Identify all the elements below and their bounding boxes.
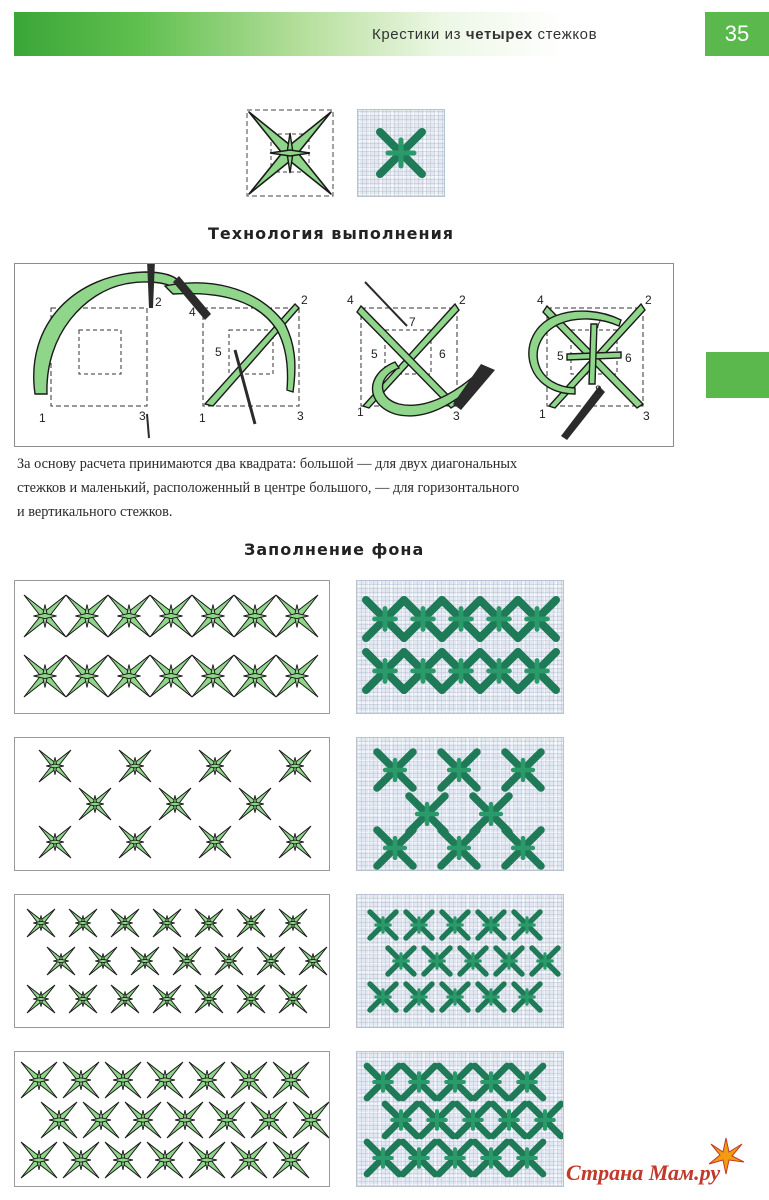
stitched-cross [404, 652, 442, 690]
cross-stitch-motif [231, 1142, 267, 1178]
cross-stitch-motif [111, 909, 139, 937]
cross-stitch-motif [119, 826, 151, 858]
stitched-cross [439, 1142, 471, 1174]
cross-stitch-photo [357, 109, 445, 197]
svg-text:1: 1 [39, 411, 46, 425]
cross-stitch-motif [21, 1142, 57, 1178]
stitched-cross [532, 948, 558, 974]
svg-text:4: 4 [537, 293, 544, 307]
stitched-cross [480, 652, 518, 690]
cross-stitch-motif [39, 826, 71, 858]
cross-stitch-motif [147, 1142, 183, 1178]
stitched-cross [442, 652, 480, 690]
technology-heading: Технология выполнения [208, 224, 455, 243]
stitched-cross [493, 1104, 525, 1136]
cross-stitch-motif [199, 750, 231, 782]
stitched-cross [496, 948, 522, 974]
step-1-diagram [34, 264, 180, 438]
cross-stitch-motif [105, 1142, 141, 1178]
stitched-cross [480, 600, 518, 638]
cross-stitch-motif [293, 1102, 329, 1138]
cross-stitch-motif [150, 655, 192, 697]
cross-stitch-motif [189, 1142, 225, 1178]
cross-stitch-motif [89, 947, 117, 975]
svg-text:3: 3 [643, 409, 650, 423]
stitched-cross [406, 984, 432, 1010]
cross-stitch-motif [66, 655, 108, 697]
cross-stitch-motif [125, 1102, 161, 1138]
stitched-cross [441, 830, 477, 866]
fill-pattern-diagram-1 [14, 580, 330, 714]
stitched-cross [403, 1142, 435, 1174]
description-text: За основу расчета принимаются два квадрата: большой — для двух диагональных стежков и маленький, расположенный в центре большого, — для горизонтального и вертикального стежков. [17, 456, 520, 520]
svg-text:1: 1 [539, 407, 546, 421]
stitched-cross [518, 652, 556, 690]
cross-stitch-motif [27, 985, 55, 1013]
step-2-diagram [165, 276, 308, 425]
cross-stitch-motif [153, 909, 181, 937]
fill-pattern-photo-1 [356, 580, 564, 714]
cross-stitch-motif [63, 1062, 99, 1098]
stitched-cross [475, 1142, 507, 1174]
watermark-text: Страна Мам.ру [566, 1160, 721, 1185]
svg-text:5: 5 [371, 347, 378, 361]
cross-stitch-motif [147, 1062, 183, 1098]
cross-stitch-motif [237, 909, 265, 937]
stitched-cross [514, 912, 540, 938]
cross-stitch-motif [195, 985, 223, 1013]
svg-text:1: 1 [357, 405, 364, 419]
cross-stitch-motif [24, 655, 66, 697]
svg-text:3: 3 [297, 409, 304, 423]
cross-stitch-motif [239, 788, 271, 820]
fill-heading: Заполнение фона [244, 540, 425, 559]
cross-stitch-motif [215, 947, 243, 975]
svg-text:4: 4 [189, 305, 196, 319]
cross-stitch-motif [119, 750, 151, 782]
stitched-cross [377, 830, 413, 866]
cross-stitch-motif [276, 595, 318, 637]
cross-stitch-motif [79, 788, 111, 820]
svg-text:8: 8 [595, 383, 602, 397]
stitched-cross [439, 1066, 471, 1098]
cross-stitch-motif [63, 1142, 99, 1178]
cross-stitch-motif [69, 985, 97, 1013]
cross-stitch-motif [159, 788, 191, 820]
cross-stitch-motif [279, 750, 311, 782]
stitched-cross [478, 912, 504, 938]
svg-text:3: 3 [139, 409, 146, 423]
stitched-cross [460, 948, 486, 974]
page-header-title: Крестики из четырех стежков [372, 26, 598, 43]
svg-text:2: 2 [155, 295, 162, 309]
stitched-cross [514, 984, 540, 1010]
stitched-cross [441, 752, 477, 788]
stitched-cross [377, 752, 413, 788]
fill-pattern-photo-3 [356, 894, 564, 1028]
step-4-diagram [529, 293, 652, 440]
cross-stitch-motif [105, 1062, 141, 1098]
stitched-cross [370, 912, 396, 938]
cross-stitch-motif [167, 1102, 203, 1138]
cross-stitch-motif [276, 655, 318, 697]
stitched-cross [404, 600, 442, 638]
cross-stitch-motif [209, 1102, 245, 1138]
stitched-cross [511, 1066, 543, 1098]
fill-pattern-diagram-2 [14, 737, 330, 871]
cross-stitch-motif [39, 750, 71, 782]
technology-steps-frame [14, 263, 674, 447]
cross-stitch-motif [199, 826, 231, 858]
page-number: 35 [705, 12, 769, 56]
stitched-cross [478, 984, 504, 1010]
svg-text:1: 1 [199, 411, 206, 425]
cross-stitch-motif [47, 947, 75, 975]
svg-text:7: 7 [595, 317, 602, 331]
cross-stitch-motif [279, 909, 307, 937]
stitched-cross [421, 1104, 453, 1136]
cross-stitch-motif [299, 947, 327, 975]
cross-stitch-motif [21, 1062, 57, 1098]
stitched-cross [505, 830, 541, 866]
fill-pattern-photo-4 [356, 1051, 564, 1187]
svg-text:7: 7 [409, 315, 416, 329]
cross-stitch-motif [192, 655, 234, 697]
cross-stitch-motif [234, 595, 276, 637]
svg-text:3: 3 [453, 409, 460, 423]
fill-pattern-photo-2 [356, 737, 564, 871]
cross-stitch-motif [27, 909, 55, 937]
cross-stitch-motif [173, 947, 201, 975]
svg-text:6: 6 [439, 347, 446, 361]
stitched-cross [370, 984, 396, 1010]
svg-text:6: 6 [625, 351, 632, 365]
cross-stitch-motif [273, 1062, 309, 1098]
stitched-cross [367, 1142, 399, 1174]
cross-stitch-diagram [246, 109, 334, 197]
cross-stitch-motif [279, 826, 311, 858]
svg-text:4: 4 [347, 293, 354, 307]
cross-stitch-motif [189, 1062, 225, 1098]
fill-pattern-diagram-4 [14, 1051, 330, 1187]
stitched-cross [403, 1066, 435, 1098]
cross-stitch-motif [237, 985, 265, 1013]
cross-stitch-motif [83, 1102, 119, 1138]
cross-stitch-motif [24, 595, 66, 637]
stitched-cross [505, 752, 541, 788]
cross-stitch-motif [231, 1062, 267, 1098]
stitched-cross [442, 912, 468, 938]
cross-stitch-motif [66, 595, 108, 637]
stitched-cross [518, 600, 556, 638]
svg-text:5: 5 [557, 349, 564, 363]
cross-stitch-motif [111, 985, 139, 1013]
stitched-cross [475, 1066, 507, 1098]
svg-text:2: 2 [645, 293, 652, 307]
cross-stitch-motif [195, 909, 223, 937]
stitched-cross [511, 1142, 543, 1174]
stitched-cross [385, 1104, 417, 1136]
cross-stitch-motif [279, 985, 307, 1013]
cross-stitch-motif [108, 595, 150, 637]
stitched-cross [442, 984, 468, 1010]
step-3-diagram [347, 282, 495, 423]
cross-stitch-motif [108, 655, 150, 697]
stitched-cross [529, 1104, 561, 1136]
stitched-cross [442, 600, 480, 638]
stitched-cross [388, 948, 414, 974]
svg-text:2: 2 [459, 293, 466, 307]
cross-stitch-motif [192, 595, 234, 637]
side-tab-marker [706, 352, 769, 398]
cross-stitch-motif [131, 947, 159, 975]
cross-stitch-motif [41, 1102, 77, 1138]
cross-stitch-motif [257, 947, 285, 975]
stitched-cross [366, 600, 404, 638]
stitched-cross [424, 948, 450, 974]
svg-text:2: 2 [301, 293, 308, 307]
stitched-cross [406, 912, 432, 938]
fill-pattern-diagram-3 [14, 894, 330, 1028]
cross-stitch-motif [153, 985, 181, 1013]
stitched-cross [367, 1066, 399, 1098]
cross-stitch-motif [273, 1142, 309, 1178]
cross-stitch-motif [69, 909, 97, 937]
cross-stitch-motif [251, 1102, 287, 1138]
cross-stitch-motif [150, 595, 192, 637]
cross-stitch-motif [234, 655, 276, 697]
svg-text:5: 5 [215, 345, 222, 359]
stitched-cross [366, 652, 404, 690]
stitched-cross [457, 1104, 489, 1136]
